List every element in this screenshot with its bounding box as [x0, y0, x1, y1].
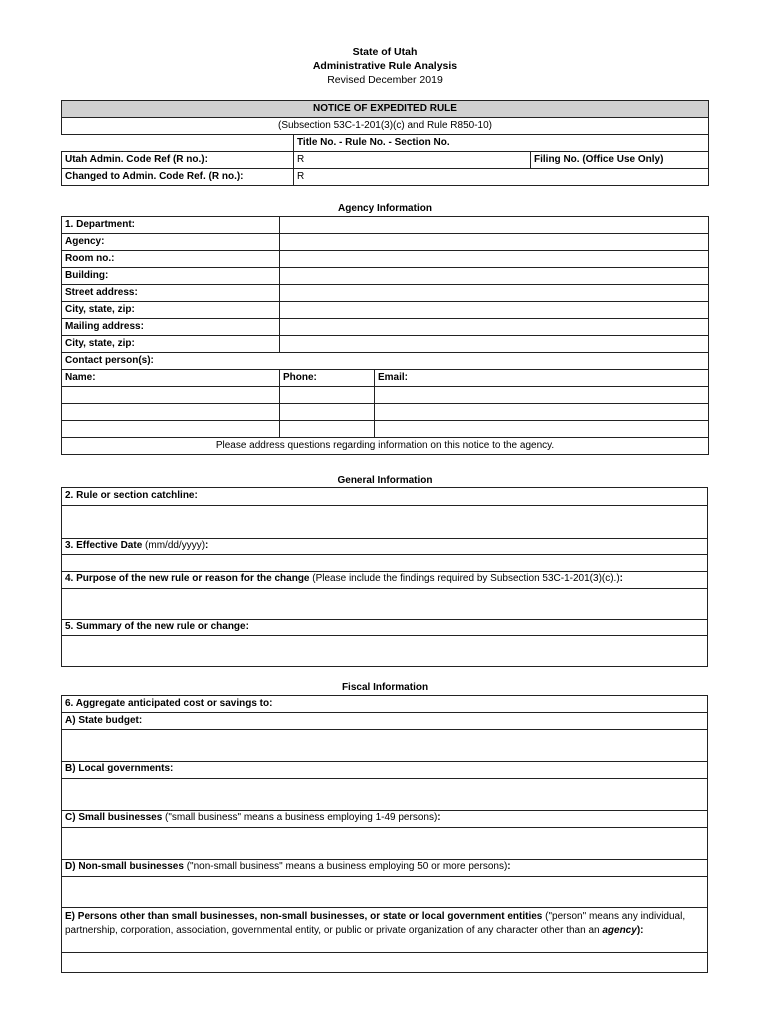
room-label: Room no.:	[62, 251, 280, 268]
building-label: Building:	[62, 268, 280, 285]
contact-row	[62, 404, 709, 421]
contact-row	[62, 421, 709, 438]
contact-phone-field[interactable]	[280, 421, 375, 438]
contact-name-field[interactable]	[62, 387, 280, 404]
state-budget-label: A) State budget:	[62, 713, 707, 730]
notice-subtitle: (Subsection 53C-1-201(3)(c) and Rule R850-10)	[62, 118, 709, 135]
catchline-field[interactable]	[62, 506, 707, 539]
contact-name-field[interactable]	[62, 404, 280, 421]
contact-phone-field[interactable]	[280, 387, 375, 404]
changed-code-ref-field[interactable]: R	[294, 169, 709, 186]
effective-date-label: 3. Effective Date (mm/dd/yyyy):	[62, 538, 707, 555]
contact-email-field[interactable]	[375, 387, 709, 404]
filing-number-label: Filing No. (Office Use Only)	[531, 152, 709, 169]
fiscal-info-block	[61, 695, 708, 973]
contact-email-field[interactable]	[375, 421, 709, 438]
agency-table	[61, 216, 709, 455]
non-small-businesses-label: D) Non-small businesses ("non-small business" means a business employing 50 or more persons):	[62, 859, 707, 877]
street-address-label: Street address:	[62, 285, 280, 302]
contact-name-field[interactable]	[62, 421, 280, 438]
effective-date-field[interactable]	[62, 555, 707, 572]
building-field[interactable]	[280, 268, 709, 285]
city-state-zip-field[interactable]	[280, 302, 709, 319]
admin-code-ref-field[interactable]: R	[294, 152, 531, 169]
contact-phone-field[interactable]	[280, 404, 375, 421]
catchline-label: 2. Rule or section catchline:	[62, 488, 707, 506]
form-revision: Revised December 2019	[327, 74, 443, 86]
other-persons-field[interactable]	[62, 953, 707, 972]
phone-column-header: Phone:	[280, 370, 375, 387]
changed-code-ref-label: Changed to Admin. Code Ref. (R no.):	[62, 169, 294, 186]
blank-cell	[62, 135, 294, 152]
mailing-address-label: Mailing address:	[62, 319, 280, 336]
mailing-city-state-zip-label: City, state, zip:	[62, 336, 280, 353]
general-info-block	[61, 487, 708, 667]
department-field[interactable]	[280, 217, 709, 234]
agency-note: Please address questions regarding information on this notice to the agency.	[62, 438, 709, 455]
form-title: Administrative Rule Analysis	[312, 60, 458, 72]
street-address-field[interactable]	[280, 285, 709, 302]
agency-label: Agency:	[62, 234, 280, 251]
other-persons-label: E) Persons other than small businesses, non-small businesses, or state or local government entities ("person" means any individual, partnership, corporation, association, governmental entity, or public or private organization of any character other than an agency):	[62, 907, 707, 953]
general-section-title: General Information	[337, 475, 433, 486]
department-label: 1. Department:	[62, 217, 280, 234]
purpose-label: 4. Purpose of the new rule or reason for the change (Please include the findings required by Subsection 53C-1-201(3)(c).):	[62, 571, 707, 589]
name-column-header: Name:	[62, 370, 280, 387]
agency-field[interactable]	[280, 234, 709, 251]
summary-label: 5. Summary of the new rule or change:	[62, 619, 707, 636]
city-state-zip-label: City, state, zip:	[62, 302, 280, 319]
notice-title: NOTICE OF EXPEDITED RULE	[62, 101, 709, 118]
admin-code-ref-label: Utah Admin. Code Ref (R no.):	[62, 152, 294, 169]
purpose-field[interactable]	[62, 589, 707, 620]
local-governments-field[interactable]	[62, 779, 707, 811]
state-budget-field[interactable]	[62, 730, 707, 762]
notice-table	[61, 100, 709, 186]
email-column-header: Email:	[375, 370, 709, 387]
local-governments-label: B) Local governments:	[62, 761, 707, 779]
aggregate-cost-label: 6. Aggregate anticipated cost or savings to:	[62, 696, 707, 713]
mailing-address-field[interactable]	[280, 319, 709, 336]
summary-field[interactable]	[62, 636, 707, 666]
mailing-city-state-zip-field[interactable]	[280, 336, 709, 353]
contact-persons-label: Contact person(s):	[62, 353, 709, 370]
form-state-title: State of Utah	[352, 46, 418, 58]
non-small-businesses-field[interactable]	[62, 877, 707, 908]
small-businesses-label: C) Small businesses ("small business" means a business employing 1-49 persons):	[62, 810, 707, 828]
agency-section-title: Agency Information	[338, 203, 432, 214]
title-rule-section-header: Title No. - Rule No. - Section No.	[294, 135, 709, 152]
fiscal-section-title: Fiscal Information	[341, 682, 429, 693]
small-businesses-field[interactable]	[62, 828, 707, 860]
contact-row	[62, 387, 709, 404]
room-field[interactable]	[280, 251, 709, 268]
contact-email-field[interactable]	[375, 404, 709, 421]
